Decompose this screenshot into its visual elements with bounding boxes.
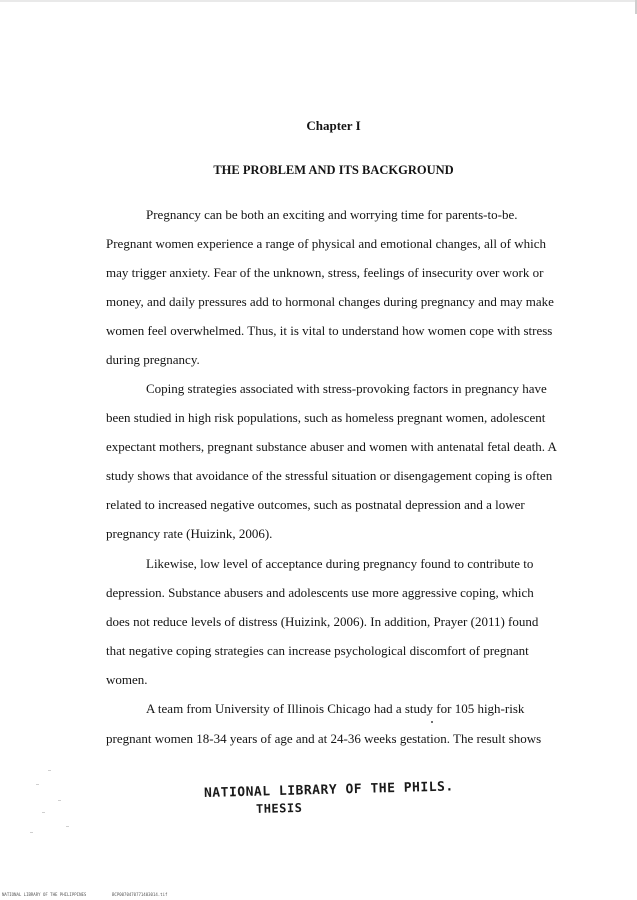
scan-edge-top <box>0 0 637 2</box>
footer-library-label: NATIONAL LIBRARY OF THE PHILIPPINES <box>2 892 87 897</box>
body-line: Pregnancy can be both an exciting and worrying time for parents-to-be. <box>146 207 518 222</box>
body-line: been studied in high risk populations, such as homeless pregnant women, adolescent <box>106 410 546 425</box>
body-line: Pregnant women experience a range of physical and emotional changes, all of which <box>106 236 547 251</box>
body-line: does not reduce levels of distress (Huizink, 2006). In addition, Prayer (2011) found <box>106 614 539 629</box>
body-line: women. <box>106 672 148 687</box>
footer-file-label: BCP0070470771403014.tif <box>112 892 168 897</box>
body-line: during pregnancy. <box>106 352 200 367</box>
library-stamp-line-1: NATIONAL LIBRARY OF THE PHILS. <box>203 779 454 801</box>
body-line: depression. Substance abusers and adolescents use more aggressive coping, which <box>106 585 534 600</box>
scan-noise <box>66 826 69 827</box>
scan-noise <box>42 812 45 813</box>
body-line: study shows that avoidance of the stressful situation or disengagement coping is often <box>106 468 553 483</box>
body-line: may trigger anxiety. Fear of the unknown, stress, feelings of insecurity over work or <box>106 265 544 280</box>
scan-noise <box>48 770 51 771</box>
scan-noise <box>58 800 61 801</box>
body-line: Coping strategies associated with stress-provoking factors in pregnancy have <box>146 381 547 396</box>
body-line: pregnancy rate (Huizink, 2006). <box>106 526 273 541</box>
body-line: A team from University of Illinois Chicago had a study for 105 high-risk <box>146 701 525 716</box>
chapter-heading: Chapter I <box>306 118 361 133</box>
body-line: pregnant women 18-34 years of age and at 24-36 weeks gestation. The result shows <box>106 731 542 746</box>
chapter-title: THE PROBLEM AND ITS BACKGROUND <box>213 163 454 177</box>
body-line: money, and daily pressures add to hormonal changes during pregnancy and may make <box>106 294 554 309</box>
scan-speck <box>431 721 433 723</box>
body-line: related to increased negative outcomes, such as postnatal depression and a lower <box>106 497 525 512</box>
body-line: expectant mothers, pregnant substance abuser and women with antenatal fetal death. A <box>106 439 557 454</box>
body-line: women feel overwhelmed. Thus, it is vital to understand how women cope with stress <box>106 323 553 338</box>
body-line: Likewise, low level of acceptance during pregnancy found to contribute to <box>146 556 534 571</box>
scan-noise <box>36 784 39 785</box>
scan-noise <box>30 832 33 833</box>
library-stamp-line-2: THESIS <box>255 800 303 816</box>
body-line: that negative coping strategies can increase psychological discomfort of pregnant <box>106 643 529 658</box>
